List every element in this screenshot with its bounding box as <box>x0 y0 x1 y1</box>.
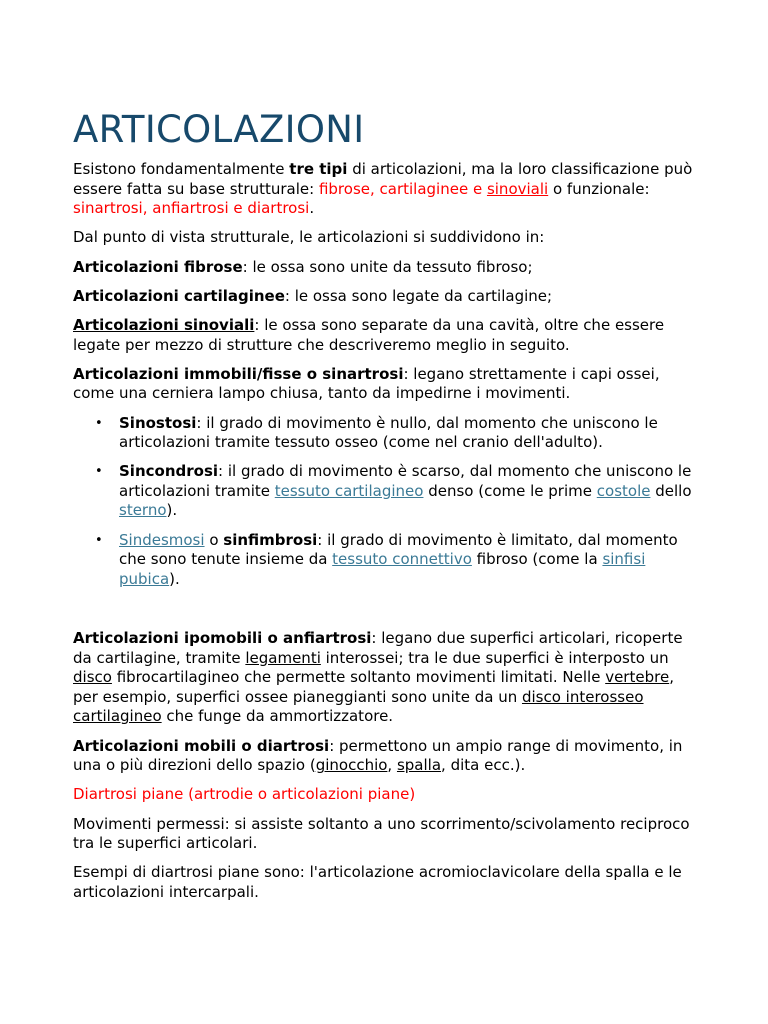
intro-paragraph <box>73 160 698 219</box>
text: denso (come le prime <box>423 481 597 500</box>
text: ). <box>166 501 178 520</box>
text: ). <box>169 569 180 588</box>
link-sinfisi-pubica[interactable]: sinfisi pubica <box>119 550 646 588</box>
text: , per esempio, superfici ossee pianeggianti sono unite da un <box>73 668 674 706</box>
link-vertebre[interactable]: vertebre <box>605 668 670 687</box>
text: : il grado di movimento è nullo, dal momento che uniscono le articolazioni tramite tessuto osseo (come nel cranio dell'adulto). <box>119 413 658 452</box>
bold-text: Sincondrosi <box>119 462 219 481</box>
link-ginocchio[interactable]: ginocchio <box>315 756 388 775</box>
red-text: fibrose, cartilaginee e <box>318 179 487 198</box>
text: di articolazioni, ma la loro classificazione può essere fatta su base strutturale: <box>73 160 693 198</box>
link-legamenti[interactable]: legamenti <box>245 648 321 667</box>
section-heading-diartrosi-piane: Diartrosi piane (artrodie o articolazioni piane) <box>73 785 416 804</box>
text: fibrocartilagineo che permette soltanto movimenti limitati. Nelle <box>111 668 606 687</box>
text: interossei; tra le due superfici è interposto un <box>320 648 669 667</box>
link-sterno[interactable]: sterno <box>119 501 167 520</box>
text: : il grado di movimento è scarso, dal momento che uniscono le articolazioni tramite <box>119 462 692 500</box>
text: : le ossa sono separate da una cavità, oltre che essere legate per mezzo di strutture che descriveremo meglio in seguito. <box>73 315 665 354</box>
bold-text: sinfimbrosi <box>223 530 318 549</box>
link-tessuto-cartilagineo[interactable]: tessuto cartilagineo <box>274 481 424 500</box>
text: : legano due superfici articolari, ricoperte da cartilagine, tramite <box>73 629 683 667</box>
bold-text: Articolazioni fibrose <box>73 257 243 276</box>
link-costole[interactable]: costole <box>596 481 651 500</box>
text: che funge da ammortizzatore. <box>161 707 394 726</box>
bold-text: Articolazioni mobili o diartrosi <box>73 736 330 755</box>
link-tessuto-connettivo[interactable]: tessuto connettivo <box>332 550 472 569</box>
bold-text: Sinostosi <box>119 413 197 432</box>
text: Esistono fondamentalmente <box>73 160 290 178</box>
text: o funzionale: <box>548 179 650 198</box>
bold-text: tre tipi <box>289 160 348 178</box>
link-articolazioni-sinoviali[interactable]: Articolazioni sinoviali <box>73 315 255 334</box>
text: : le ossa sono legate da cartilagine; <box>284 286 553 305</box>
text: . <box>309 199 315 218</box>
anfiartrosi-paragraph <box>73 629 698 727</box>
text: fibroso (come la <box>471 550 603 569</box>
link-disco[interactable]: disco <box>73 668 112 687</box>
text: : permettono un ampio range di movimento, in una o più direzioni dello spazio ( <box>73 736 683 775</box>
fibrose-paragraph <box>73 258 698 278</box>
link-spalla[interactable]: spalla <box>396 756 442 775</box>
spacer <box>73 599 698 629</box>
document-body <box>73 160 698 912</box>
text: dello <box>650 481 692 500</box>
text: , <box>387 756 397 775</box>
sinartrosi-paragraph <box>73 365 698 404</box>
link-sinoviali[interactable]: sinoviali <box>486 179 549 198</box>
page-title: ARTICOLAZIONI <box>73 108 365 151</box>
diartrosi-paragraph <box>73 737 698 776</box>
bold-text: Articolazioni ipomobili o anfiartrosi <box>73 629 372 648</box>
text: o <box>204 530 224 549</box>
esempi-paragraph: Esempi di diartrosi piane sono: l'articolazione acromioclavicolare della spalla e le articolazioni intercarpali. <box>73 863 682 901</box>
red-text: sinartrosi, anfiartrosi e diartrosi <box>73 199 310 218</box>
bold-text: Articolazioni immobili/fisse o sinartrosi <box>73 364 404 383</box>
sinoviali-paragraph <box>73 316 698 355</box>
link-disco-interosseo[interactable]: disco interosseo cartilagineo <box>73 687 644 726</box>
list-item <box>73 531 698 590</box>
sinartrosi-list <box>73 414 698 590</box>
link-sindesmosi[interactable]: Sindesmosi <box>119 530 205 549</box>
bold-text: Articolazioni cartilaginee <box>73 286 285 305</box>
text: : legano strettamente i capi ossei, come una cerniera lampo chiusa, tanto da impedirne i movimenti. <box>73 364 660 403</box>
text: : le ossa sono unite da tessuto fibroso; <box>242 257 533 276</box>
text: , dita ecc.). <box>441 756 526 775</box>
movimenti-paragraph: Movimenti permessi: si assiste soltanto a uno scorrimento/scivolamento reciproco tra le superfici articolari. <box>73 814 690 853</box>
cartilaginee-paragraph <box>73 287 698 307</box>
list-item <box>73 462 698 521</box>
structural-intro: Dal punto di vista strutturale, le articolazioni si suddividono in: <box>73 228 545 247</box>
list-item <box>73 414 698 453</box>
text: : il grado di movimento è limitato, dal momento che sono tenute insieme da <box>119 530 678 569</box>
